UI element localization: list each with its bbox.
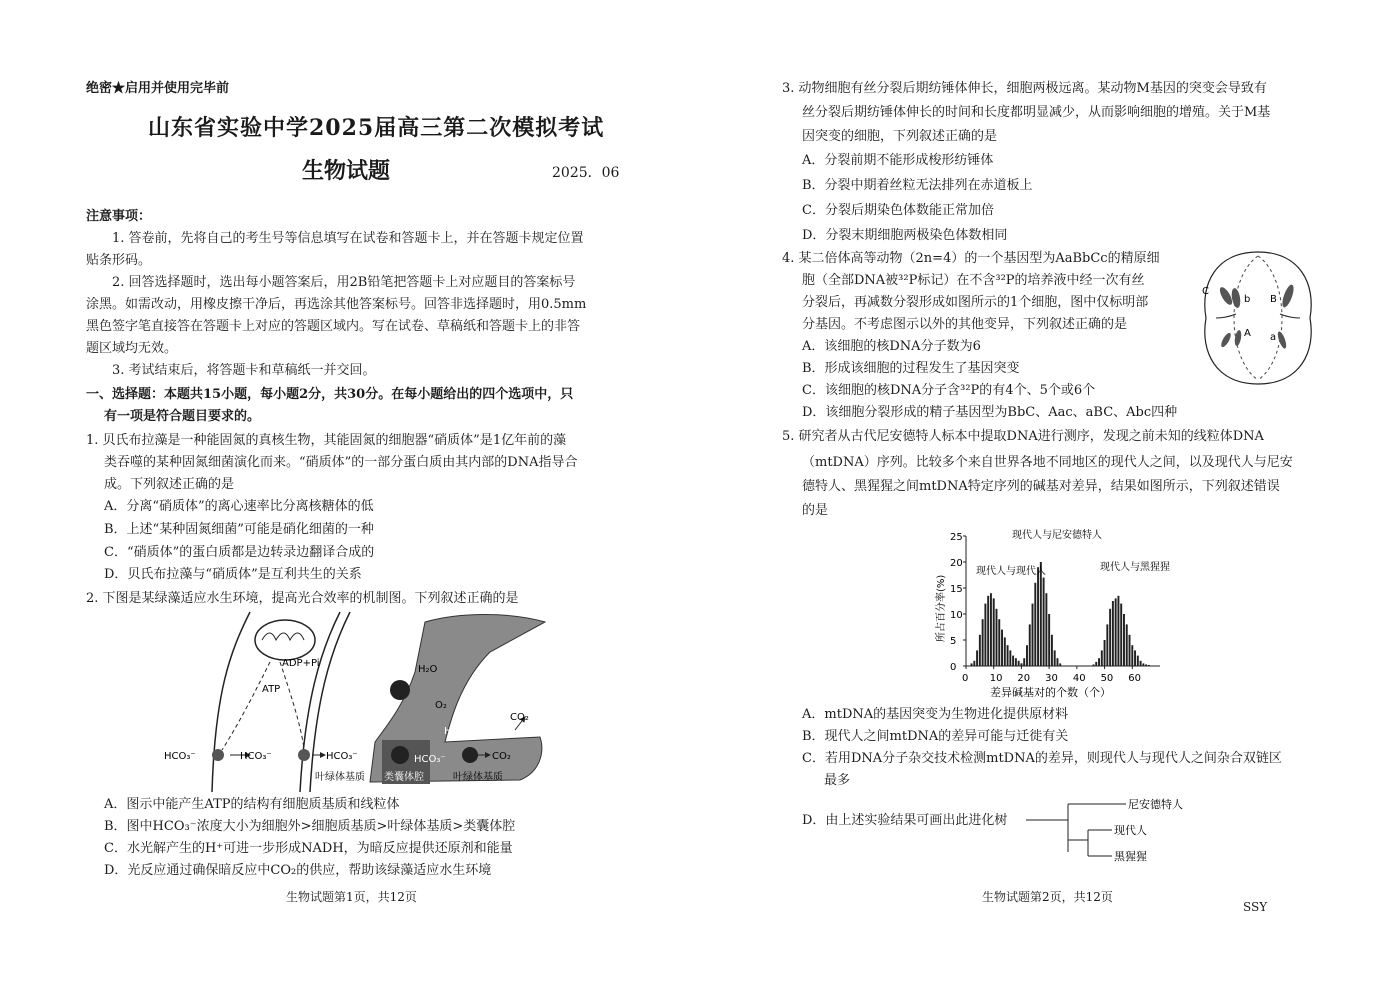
chromosome (1276, 331, 1288, 350)
hplus-label: H⁺ (444, 726, 457, 737)
co2-stroma-label: CO₂ (492, 751, 511, 762)
page-footer: 生物试题第1页，共12页 (286, 890, 417, 904)
q1-stem: 类吞噬的某种固氮细菌演化而来。“硝质体”的一部分蛋白质由其内部的DNA指导合 (104, 455, 578, 470)
chromosome (1234, 330, 1243, 347)
q4-option-c: C．该细胞的核DNA分子含³²P的有4个、5个或6个 (802, 383, 1096, 398)
bar-series-0 (996, 609, 998, 666)
membrane-transporter (212, 749, 224, 761)
atp-label: ATP (262, 684, 281, 695)
evolution-tree (1026, 796, 1183, 866)
gene-a-label: a (1270, 332, 1277, 343)
q4-cell-figure (1196, 248, 1320, 388)
mitochondrion (255, 620, 315, 660)
hco3-stroma-label: HCO₃⁻ (326, 751, 358, 762)
chart-bars (971, 562, 1150, 666)
q4-stem: 分基因。不考虑图示以外的其他变异，下列叙述正确的是 (802, 317, 1128, 332)
bar-series-0 (998, 619, 1000, 666)
q1-option-a: A．分离“硝质体”的离心速率比分离核糖体的低 (104, 499, 374, 514)
x-tick-label: 10 (989, 673, 1003, 684)
gene-C-label: C (1202, 286, 1209, 297)
y-ticks (950, 532, 966, 673)
bar-series-0 (1015, 658, 1017, 666)
bar-series-1 (1045, 593, 1047, 666)
y-tick-label: 5 (950, 636, 957, 647)
q1-stem: 成。下列叙述正确的是 (104, 477, 235, 492)
q5-option-b: B．现代人之间mtDNA的差异可能与迁徙有关 (802, 729, 1069, 744)
bar-series-1 (1034, 583, 1036, 666)
q4-stem: 分裂后，再减数分裂形成如图所示的1个细胞，图中仅标明部 (802, 295, 1149, 310)
q4-option-b: B．形成该细胞的过程发生了基因突变 (802, 361, 1020, 376)
bar-series-2 (1120, 604, 1122, 666)
annotation-modern-neanderthal: 现代人与尼安德特人 (1012, 530, 1102, 541)
y-tick-label: 25 (950, 532, 963, 543)
bar-series-2 (1131, 645, 1133, 666)
bar-series-2 (1129, 635, 1131, 666)
q4-stem: 胞（全部DNA被³²P标记）在不含³²P的培养液中经一次有丝 (802, 273, 1145, 288)
bar-series-0 (984, 604, 986, 666)
y-axis-label: 所占百分率(%) (936, 574, 947, 642)
x-tick-label: 50 (1100, 673, 1114, 684)
q3-option-a: A．分裂前期不能形成梭形纺锤体 (802, 153, 994, 168)
q3-option-c: C．分裂后期染色体数能正常加倍 (802, 203, 994, 218)
paper-mark: SSY (1243, 900, 1268, 914)
tree-leaf-neanderthal: 尼安德特人 (1128, 798, 1183, 811)
q2-figure (160, 612, 560, 792)
photosystem-protein (390, 680, 410, 700)
bar-series-0 (1007, 645, 1009, 666)
bar-series-0 (987, 596, 989, 666)
q3-stem: 因突变的细胞，下列叙述正确的是 (802, 129, 998, 144)
chromosome (1230, 287, 1241, 308)
gene-B-label: B (1270, 294, 1277, 305)
cell-membrane-outer (212, 612, 250, 792)
notice-line: 3. 考试结束后，将答题卡和草稿纸一并交回。 (112, 363, 376, 378)
x-tick-label: 40 (1072, 673, 1086, 684)
lumen-label: 类囊体腔 (384, 772, 424, 783)
gene-b-label: b (1244, 294, 1251, 305)
annotation-modern-chimp: 现代人与黑猩猩 (1100, 562, 1170, 573)
page-footer: 生物试题第2页，共12页 (982, 890, 1113, 904)
q1-option-c: C．“硝质体”的蛋白质都是边转录边翻译合成的 (104, 545, 375, 560)
bar-series-1 (1056, 658, 1058, 666)
bar-series-2 (1134, 650, 1136, 666)
transporter-protein (391, 746, 409, 764)
q5-option-c: C．若用DNA分子杂交技术检测mtDNA的差异，则现代人与现代人之间杂合双链区 (802, 751, 1282, 766)
hco3-outside-label: HCO₃⁻ (164, 751, 196, 762)
exam-title: 山东省实验中学2025届高三第二次模拟考试 (148, 115, 605, 141)
bar-series-1 (1048, 614, 1050, 666)
q5-stem: 德特人、黑猩猩之间mtDNA特定序列的碱基对差异，结果如图所示，下列叙述错误 (802, 479, 1280, 494)
q2-option-a: A．图示中能产生ATP的结构有细胞质基质和线粒体 (104, 797, 400, 812)
bar-series-2 (1098, 658, 1100, 666)
hco3-cytoplasm-label: HCO₃⁻ (240, 751, 272, 762)
q1-option-b: B．上述“某种固氮细菌”可能是硝化细菌的一种 (104, 522, 374, 537)
spindle-fibers (1234, 256, 1282, 380)
tree-leaf-chimp: 黑猩猩 (1114, 850, 1147, 863)
chloroplast-transporter (298, 749, 310, 761)
bar-series-0 (1004, 637, 1006, 666)
gene-A-label: A (1244, 328, 1251, 339)
x-tick-label: 0 (962, 673, 969, 684)
y-tick-label: 10 (950, 610, 963, 621)
q2-option-b: B．图中HCO₃⁻浓度大小为细胞外>细胞质基质>叶绿体基质>类囊体腔 (104, 819, 516, 834)
x-axis-label: 差异碱基对的个数（个） (990, 686, 1111, 699)
atp-arrow-1 (222, 662, 270, 750)
q2-option-d: D．光反应通过确保暗反应中CO₂的供应，帮助该绿藻适应水生环境 (104, 863, 492, 878)
bar-series-1 (1040, 562, 1042, 666)
bar-series-2 (1101, 650, 1103, 666)
q5-stem: （mtDNA）序列。比较多个来自世界各地不同地区的现代人之间，以及现代人与尼安 (802, 455, 1293, 470)
q3-stem: 3. 动物细胞有丝分裂后期纺锤体伸长，细胞两极远离。某动物M基因的突变会导致有 (782, 81, 1267, 96)
y-tick-label: 15 (950, 584, 963, 595)
right-page (700, 0, 1399, 983)
notice-line: 题区域均无效。 (86, 341, 178, 356)
bar-series-1 (1051, 635, 1053, 666)
q5-stem: 5. 研究者从古代尼安德特人标本中提取DNA进行测序，发现之前未知的线粒体DNA (782, 429, 1264, 444)
secret-label: 绝密★启用并使用完毕前 (86, 81, 230, 96)
atp-arrow-2 (280, 662, 304, 748)
bar-series-0 (979, 635, 981, 666)
bar-series-2 (1137, 656, 1139, 666)
bar-series-2 (1140, 661, 1142, 666)
x-tick-label: 20 (1017, 673, 1031, 684)
q5-option-a: A．mtDNA的基因突变为生物进化提供原材料 (802, 707, 1069, 722)
subject-title: 生物试题 (302, 158, 391, 184)
notice-line: 1. 答卷前，先将自己的考生号等信息填写在试卷和答题卡上，并在答题卡规定位置 (112, 231, 584, 246)
cleavage-furrow (1216, 314, 1300, 318)
x-tick-label: 60 (1128, 673, 1142, 684)
bar-series-2 (1123, 614, 1125, 666)
q5-option-d: D．由上述实验结果可画出此进化树 (802, 813, 1008, 828)
section-heading: 一、选择题：本题共15小题，每小题2分，共30分。在每小题给出的四个选项中，只 (86, 387, 574, 402)
bar-series-2 (1095, 662, 1097, 666)
bar-series-2 (1106, 624, 1108, 666)
q1-stem: 1. 贝氏布拉藻是一种能固氮的真核生物，其能固氮的细胞器“硝质体”是1亿年前的藻 (86, 433, 567, 448)
bar-series-1 (1054, 650, 1056, 666)
bar-series-2 (1117, 596, 1119, 666)
chloroplast-membrane (310, 612, 350, 792)
x-ticks (962, 666, 1141, 684)
q5-stem: 的是 (802, 503, 829, 518)
hco3-lumen-label: HCO₃⁻ (414, 754, 446, 765)
q2-stem: 2. 下图是某绿藻适应水生环境，提高光合效率的机制图。下列叙述正确的是 (86, 591, 519, 606)
q2-option-c: C．水光解产生的H⁺可进一步形成NADH，为暗反应提供还原剂和能量 (104, 841, 513, 856)
q4-stem: 4. 某二倍体高等动物（2n=4）的一个基因型为AaBbCc的精原细 (782, 251, 1160, 266)
chromosome (1280, 283, 1296, 308)
exam-date: 2025．06 (552, 165, 620, 181)
notice-heading: 注意事项： (86, 209, 152, 224)
bar-series-0 (1012, 656, 1014, 666)
notice-line: 黑色签字笔直接答在答题卡上对应的答题区域内。写在试卷、草稿纸和答题卡上的非答 (86, 319, 581, 334)
q4-option-a: A．该细胞的核DNA分子数为6 (802, 339, 981, 354)
section-heading-cont: 有一项是符合题目要求的。 (104, 409, 261, 424)
notice-line: 涂黑。如需改动，用橡皮擦干净后，再选涂其他答案标号。回答非选择题时，用0.5mm (86, 297, 587, 312)
bar-series-2 (1104, 640, 1106, 666)
x-tick-label: 30 (1045, 673, 1058, 684)
stroma-label-2: 叶绿体基质 (453, 772, 503, 783)
bar-series-0 (1001, 630, 1003, 666)
q3-option-d: D．分裂末期细胞两极染色体数相同 (802, 228, 1008, 243)
bar-series-2 (1126, 624, 1128, 666)
bar-series-1 (1029, 624, 1031, 666)
bar-series-0 (1018, 661, 1020, 666)
bar-series-1 (1037, 567, 1039, 666)
q5-option-c-cont: 最多 (824, 773, 851, 788)
notice-line: 2. 回答选择题时，选出每小题答案后，用2B铅笔把答题卡上对应题目的答案标号 (112, 275, 576, 290)
bar-series-0 (973, 661, 975, 666)
bar-series-0 (990, 593, 992, 666)
adp-label: ADP+Pi (282, 658, 320, 669)
tree-leaf-modern: 现代人 (1114, 824, 1147, 837)
bar-series-0 (1009, 650, 1011, 666)
notice-line: 贴条形码。 (86, 253, 152, 268)
bar-series-0 (993, 598, 995, 666)
enzyme-protein (462, 747, 478, 763)
bar-series-0 (976, 650, 978, 666)
o2-label: O₂ (435, 700, 447, 711)
bar-series-1 (1026, 645, 1028, 666)
bar-series-1 (1023, 658, 1025, 666)
bar-series-2 (1109, 609, 1111, 666)
annotation-modern-modern: 现代人与现代人 (976, 566, 1046, 577)
co2-label: CO₂ (510, 712, 529, 723)
y-tick-label: 0 (950, 662, 957, 673)
stroma-label-1: 叶绿体基质 (315, 772, 365, 783)
bar-series-1 (1043, 578, 1045, 666)
q4-option-d: D．该细胞分裂形成的精子基因型为BbC、Aac、aBC、Abc四种 (802, 405, 1178, 420)
q3-option-b: B．分裂中期着丝粒无法排列在赤道板上 (802, 178, 1033, 193)
q1-option-d: D．贝氏布拉藻与“硝质体”是互利共生的关系 (104, 567, 362, 582)
bar-series-0 (982, 619, 984, 666)
bar-series-2 (1112, 601, 1114, 666)
bar-series-1 (1032, 604, 1034, 666)
chromosome (1219, 332, 1232, 349)
q3-stem: 丝分裂后期纺锤体伸长的时间和长度都明显减少，从而影响细胞的增殖。关于M基 (802, 105, 1271, 120)
y-tick-label: 20 (950, 558, 963, 569)
mtdna-chart (930, 522, 1180, 702)
bar-series-2 (1115, 598, 1117, 666)
h2o-label: H₂O (418, 664, 438, 675)
